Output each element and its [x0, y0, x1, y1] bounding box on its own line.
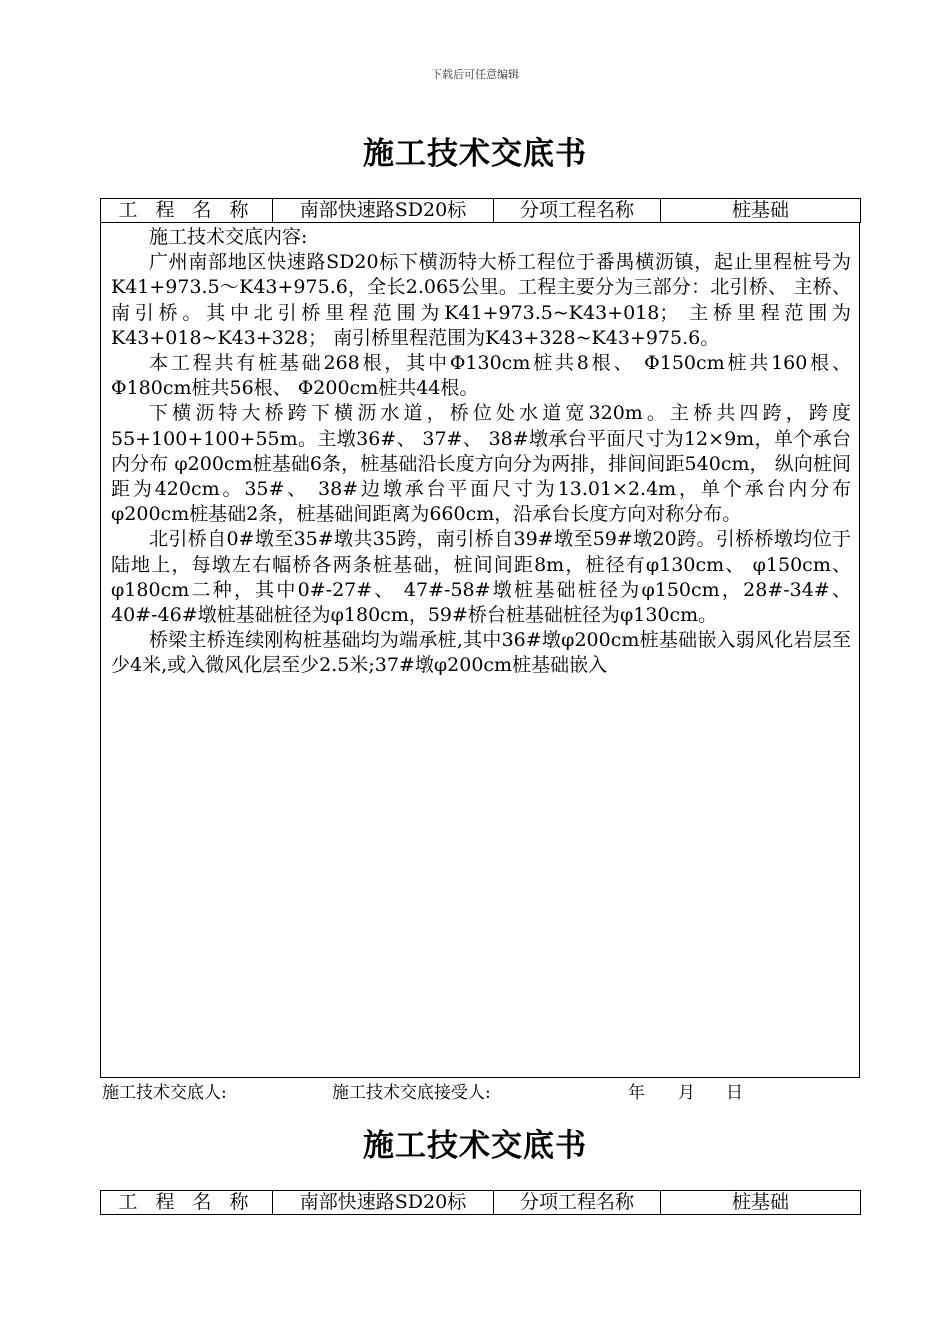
- doc-title: 施工技术交底书: [363, 1128, 587, 1164]
- day-label: 日: [726, 1083, 743, 1103]
- content-paragraph: 本工程共有桩基础268根，其中Φ130cm桩共8根、 Φ150cm桩共160根、 Φ180cm桩共56根、 Φ200cm桩共44根。: [111, 352, 851, 400]
- doc-title: 施工技术交底书: [363, 136, 587, 172]
- content-paragraph: 广州南部地区快速路SD20标下横沥特大桥工程位于番禺横沥镇，起止里程桩号为K41+973.5～K43+975.6，全长2.065公里。工程主要分为三部分：北引桥、 主桥、 南引桥。其中北引桥里程范围为K41+973.5~K43+018； 主桥里程范围为K43+018~K43+328； 南引桥里程范围为K43+328~K43+975.6。: [111, 251, 851, 349]
- sub-project-label: 分项工程名称: [494, 199, 661, 223]
- header-note: 下载后可任意编辑: [431, 68, 519, 81]
- content-body: [101, 223, 859, 679]
- project-name-label: 工 程 名 称: [101, 199, 273, 223]
- receiver-label: 施工技术交底接受人:: [332, 1083, 491, 1103]
- content-box: [100, 223, 860, 1078]
- content-paragraph: 下横沥特大桥跨下横沥水道，桥位处水道宽320m。主桥共四跨，跨度55+100+100+55m。主墩36#、 37#、 38#墩承台平面尺寸为12×9m，单个承台内分布 φ200cm桩基础6条，桩基础沿长度方向分为两排，排间间距540cm， 纵向桩间距为420cm。35#、 38#边墩承台平面尺寸为13.01×2.4m，单个承台内分布 φ200cm桩基础2条，桩基础间距离为660cm，沿承台长度方向对称分布。: [111, 402, 851, 526]
- signature-footer: [100, 1081, 860, 1105]
- content-heading: 施工技术交底内容:: [149, 226, 308, 248]
- project-info-table: [100, 1190, 861, 1215]
- presenter-label: 施工技术交底人:: [102, 1083, 227, 1103]
- content-paragraph: 桥梁主桥连续刚构桩基础均为端承桩,其中36#墩φ200cm桩基础嵌入弱风化岩层至少4米,或入微风化层至少2.5米;37#墩φ200cm桩基础嵌入: [111, 629, 851, 677]
- table-row: [101, 199, 861, 223]
- project-name-value: 南部快速路SD20标: [273, 199, 494, 223]
- sub-project-value: 桩基础: [661, 1191, 861, 1215]
- table-row: [101, 1191, 861, 1215]
- year-label: 年: [628, 1083, 645, 1103]
- month-label: 月: [678, 1083, 695, 1103]
- content-paragraph: 北引桥自0#墩至35#墩共35跨，南引桥自39#墩至59#墩20跨。引桥桥墩均位于陆地上，每墩左右幅桥各两条桩基础，桩间间距8m，桩径有φ130cm、 φ150cm、 φ180cm二种，其中0#-27#、 47#-58#墩桩基础桩径为φ150cm，28#-34#、 40#-46#墩桩基础桩径为φ180cm，59#桥台桩基础桩径为φ130cm。: [111, 528, 851, 627]
- sub-project-label: 分项工程名称: [494, 1191, 661, 1215]
- project-name-label: 工 程 名 称: [101, 1191, 273, 1215]
- project-info-table: [100, 198, 861, 223]
- sub-project-value: 桩基础: [661, 199, 861, 223]
- project-name-value: 南部快速路SD20标: [273, 1191, 494, 1215]
